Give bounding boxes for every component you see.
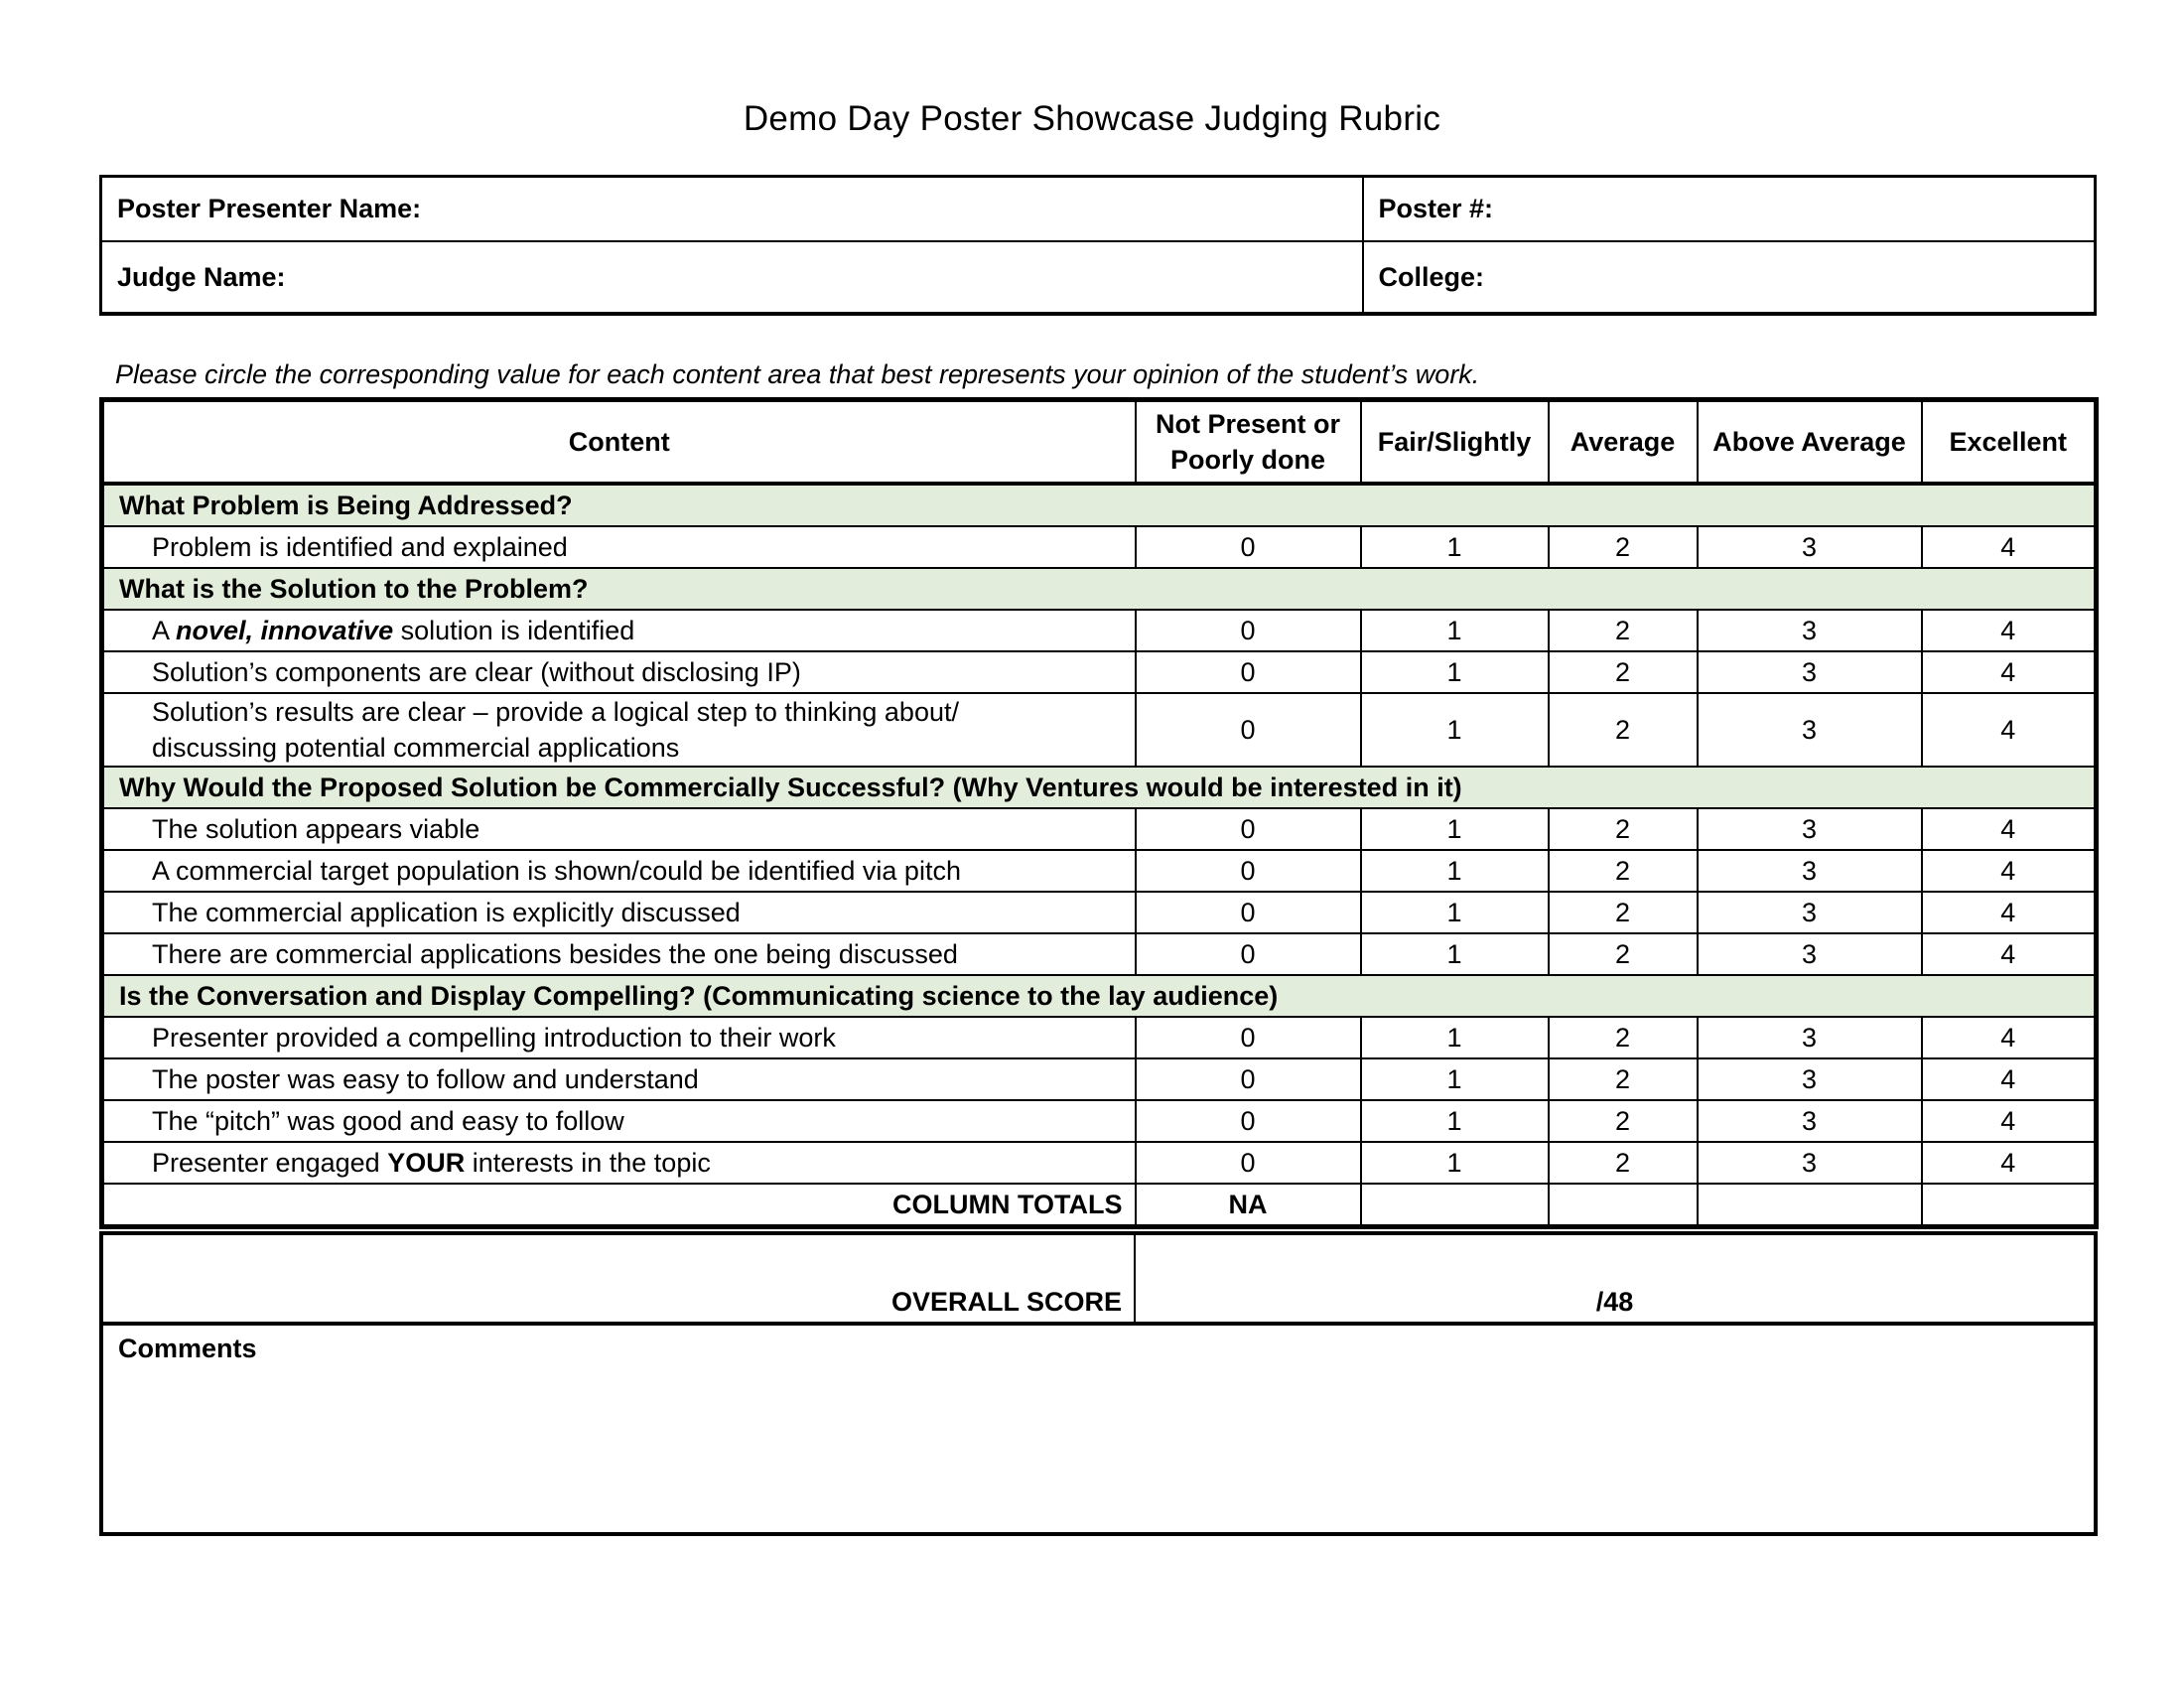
score-2[interactable]: 2 (1549, 933, 1698, 975)
section-row (102, 975, 2097, 1017)
score-3[interactable]: 3 (1698, 933, 1922, 975)
criterion-label: The commercial application is explicitly discussed (102, 892, 1136, 933)
score-1[interactable]: 1 (1361, 933, 1549, 975)
score-2[interactable]: 2 (1549, 651, 1698, 693)
instruction-text: Please circle the corresponding value for each content area that best represents your opinion of the student’s work. (115, 359, 1480, 389)
col-excellent: Excellent (1922, 400, 2097, 485)
criterion-label: Solution’s results are clear – provide a logical step to thinking about/ discussing potential commercial applications (102, 693, 1136, 767)
overall-table (99, 1231, 2098, 1536)
info-table (99, 175, 2097, 316)
table-row (102, 610, 2097, 651)
score-3[interactable]: 3 (1698, 808, 1922, 850)
score-4[interactable]: 4 (1922, 693, 2097, 767)
overall-score-row (101, 1233, 2096, 1324)
score-1[interactable]: 1 (1361, 850, 1549, 892)
criterion-label: Presenter provided a compelling introduction to their work (102, 1017, 1136, 1058)
score-1[interactable]: 1 (1361, 610, 1549, 651)
score-2[interactable]: 2 (1549, 850, 1698, 892)
score-0[interactable]: 0 (1136, 526, 1361, 568)
criterion-label: A commercial target population is shown/could be identified via pitch (102, 850, 1136, 892)
section-title: Is the Conversation and Display Compelling? (Communicating science to the lay audience) (102, 975, 2097, 1017)
column-totals-label: COLUMN TOTALS (102, 1184, 1136, 1227)
score-0[interactable]: 0 (1136, 933, 1361, 975)
page-title: Demo Day Poster Showcase Judging Rubric (743, 99, 1441, 138)
col-above-average: Above Average (1698, 400, 1922, 485)
score-1[interactable]: 1 (1361, 1017, 1549, 1058)
score-4[interactable]: 4 (1922, 651, 2097, 693)
score-2[interactable]: 2 (1549, 693, 1698, 767)
score-2[interactable]: 2 (1549, 1017, 1698, 1058)
score-1[interactable]: 1 (1361, 892, 1549, 933)
total-fair[interactable] (1361, 1184, 1549, 1227)
section-title: What Problem is Being Addressed? (102, 484, 2097, 526)
score-0[interactable]: 0 (1136, 651, 1361, 693)
score-0[interactable]: 0 (1136, 808, 1361, 850)
score-2[interactable]: 2 (1549, 1100, 1698, 1142)
score-3[interactable]: 3 (1698, 610, 1922, 651)
presenter-name-field[interactable]: Poster Presenter Name: (101, 177, 1363, 242)
total-excellent[interactable] (1922, 1184, 2097, 1227)
table-row (102, 651, 2097, 693)
score-1[interactable]: 1 (1361, 808, 1549, 850)
score-3[interactable]: 3 (1698, 892, 1922, 933)
score-1[interactable]: 1 (1361, 1100, 1549, 1142)
score-1[interactable]: 1 (1361, 526, 1549, 568)
section-row (102, 767, 2097, 808)
score-2[interactable]: 2 (1549, 526, 1698, 568)
score-3[interactable]: 3 (1698, 1142, 1922, 1184)
col-fair: Fair/Slightly (1361, 400, 1549, 485)
score-0[interactable]: 0 (1136, 850, 1361, 892)
table-row (102, 1142, 2097, 1184)
score-3[interactable]: 3 (1698, 1100, 1922, 1142)
total-average[interactable] (1549, 1184, 1698, 1227)
score-3[interactable]: 3 (1698, 526, 1922, 568)
table-row (102, 1058, 2097, 1100)
table-row (102, 1100, 2097, 1142)
score-0[interactable]: 0 (1136, 1142, 1361, 1184)
criterion-label: The solution appears viable (102, 808, 1136, 850)
section-row (102, 568, 2097, 610)
score-4[interactable]: 4 (1922, 1017, 2097, 1058)
score-2[interactable]: 2 (1549, 610, 1698, 651)
section-row (102, 484, 2097, 526)
table-row (102, 892, 2097, 933)
table-row (102, 933, 2097, 975)
criterion-label: A novel, innovative solution is identified (102, 610, 1136, 651)
table-row (102, 850, 2097, 892)
criterion-label: Solution’s components are clear (without disclosing IP) (102, 651, 1136, 693)
score-3[interactable]: 3 (1698, 850, 1922, 892)
score-4[interactable]: 4 (1922, 850, 2097, 892)
score-0[interactable]: 0 (1136, 1017, 1361, 1058)
score-1[interactable]: 1 (1361, 651, 1549, 693)
score-1[interactable]: 1 (1361, 1142, 1549, 1184)
college-field[interactable]: College: (1363, 241, 2096, 314)
score-4[interactable]: 4 (1922, 610, 2097, 651)
col-content: Content (102, 400, 1136, 485)
rubric-table (99, 397, 2099, 1229)
overall-score-field[interactable]: /48 (1135, 1233, 2096, 1324)
comments-row (101, 1324, 2096, 1534)
score-4[interactable]: 4 (1922, 526, 2097, 568)
score-2[interactable]: 2 (1549, 1142, 1698, 1184)
score-4[interactable]: 4 (1922, 1100, 2097, 1142)
score-0[interactable]: 0 (1136, 610, 1361, 651)
score-2[interactable]: 2 (1549, 808, 1698, 850)
criterion-label: The “pitch” was good and easy to follow (102, 1100, 1136, 1142)
score-2[interactable]: 2 (1549, 892, 1698, 933)
score-0[interactable]: 0 (1136, 1100, 1361, 1142)
score-4[interactable]: 4 (1922, 933, 2097, 975)
criterion-label: Problem is identified and explained (102, 526, 1136, 568)
total-above-average[interactable] (1698, 1184, 1922, 1227)
score-3[interactable]: 3 (1698, 693, 1922, 767)
score-4[interactable]: 4 (1922, 892, 2097, 933)
score-1[interactable]: 1 (1361, 1058, 1549, 1100)
col-average: Average (1549, 400, 1698, 485)
criterion-label: Presenter engaged YOUR interests in the topic (102, 1142, 1136, 1184)
table-row (102, 526, 2097, 568)
score-4[interactable]: 4 (1922, 808, 2097, 850)
score-4[interactable]: 4 (1922, 1058, 2097, 1100)
table-row (102, 1017, 2097, 1058)
score-3[interactable]: 3 (1698, 1058, 1922, 1100)
table-row (102, 693, 2097, 767)
total-not-present: NA (1136, 1184, 1361, 1227)
score-4[interactable]: 4 (1922, 1142, 2097, 1184)
criterion-label: The poster was easy to follow and understand (102, 1058, 1136, 1100)
overall-score-label: OVERALL SCORE (101, 1233, 1135, 1324)
score-3[interactable]: 3 (1698, 1017, 1922, 1058)
judge-name-field[interactable]: Judge Name: (101, 241, 1363, 314)
score-3[interactable]: 3 (1698, 651, 1922, 693)
column-totals-row (102, 1184, 2097, 1227)
header-row (102, 400, 2097, 485)
poster-number-field[interactable]: Poster #: (1363, 177, 2096, 242)
score-0[interactable]: 0 (1136, 693, 1361, 767)
section-title: Why Would the Proposed Solution be Commercially Successful? (Why Ventures would be interested in it) (102, 767, 2097, 808)
score-2[interactable]: 2 (1549, 1058, 1698, 1100)
score-0[interactable]: 0 (1136, 1058, 1361, 1100)
col-not-present: Not Present or Poorly done (1136, 400, 1361, 485)
comments-field[interactable]: Comments (101, 1324, 2096, 1534)
score-0[interactable]: 0 (1136, 892, 1361, 933)
criterion-label: There are commercial applications besides the one being discussed (102, 933, 1136, 975)
table-row (102, 808, 2097, 850)
section-title: What is the Solution to the Problem? (102, 568, 2097, 610)
score-1[interactable]: 1 (1361, 693, 1549, 767)
